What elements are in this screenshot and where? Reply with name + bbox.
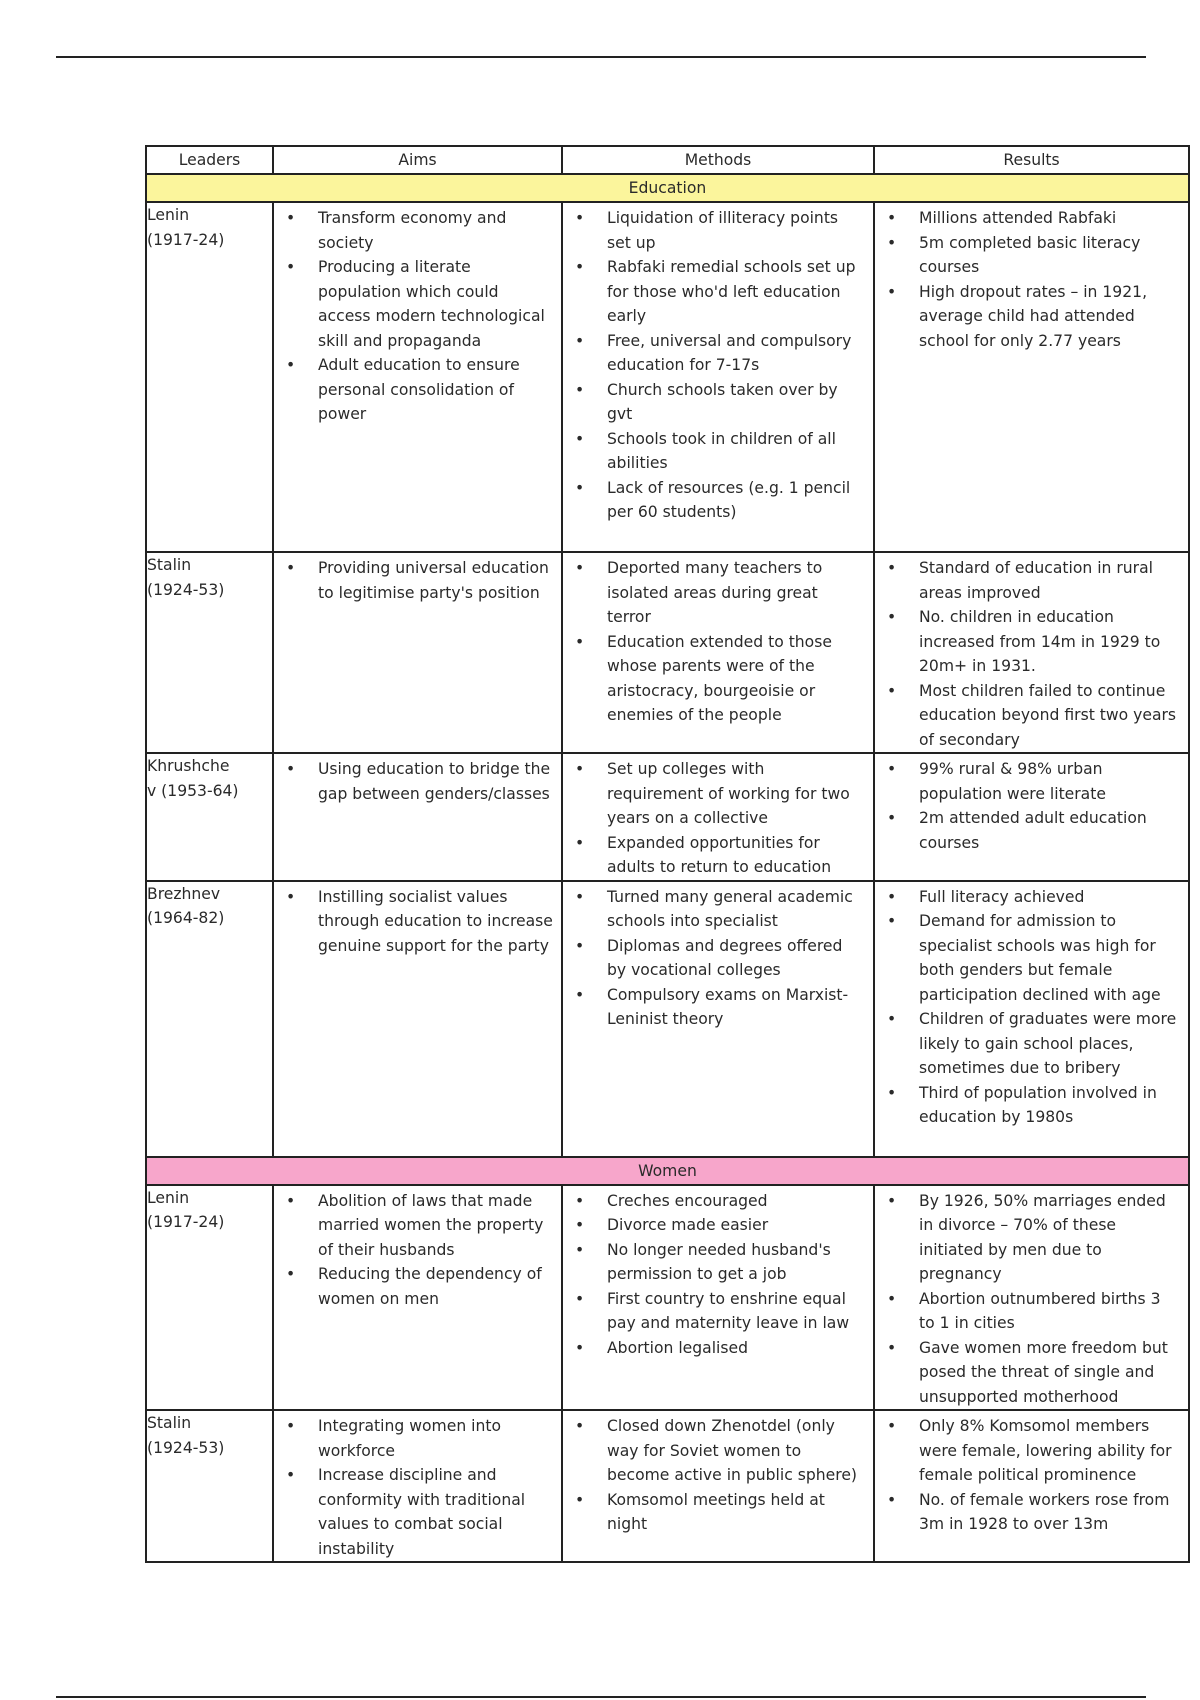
aims-text: Providing universal education to legitimise party's position — [318, 559, 549, 602]
list-item — [278, 255, 553, 353]
methods-list — [563, 1411, 873, 1537]
bullet-icon: • — [286, 760, 296, 778]
list-item — [567, 1213, 865, 1238]
header-aims: Aims — [273, 146, 562, 174]
list-item — [278, 206, 553, 255]
table-row — [146, 552, 1189, 753]
list-item — [879, 231, 1180, 280]
bullet-icon: • — [887, 1289, 897, 1308]
results-text: By 1926, 50% marriages ended in divorce – 70% of these initiated by men due to pregnancy — [919, 1191, 1166, 1283]
results-list — [875, 1186, 1188, 1410]
results-list — [875, 1411, 1188, 1537]
bullet-icon: • — [575, 1417, 585, 1435]
results-text: High dropout rates – in 1921, average child had attended school for only 2.77 years — [919, 282, 1148, 350]
section-row — [146, 1157, 1189, 1185]
list-item — [879, 1488, 1180, 1537]
bullet-icon: • — [286, 887, 296, 906]
aims-list — [274, 754, 561, 806]
bullet-icon: • — [575, 985, 585, 1004]
results-text: 2m attended adult education courses — [919, 809, 1147, 852]
list-item — [879, 1081, 1180, 1130]
methods-text: No longer needed husband's permission to get a job — [607, 1240, 831, 1283]
methods-text: Turned many general academic schools into specialist — [607, 887, 853, 930]
list-item — [879, 909, 1180, 1007]
bullet-icon: • — [575, 833, 585, 852]
results-text: Most children failed to continue education beyond first two years of secondary — [919, 681, 1177, 749]
bullet-icon: • — [887, 233, 897, 252]
methods-cell — [562, 552, 874, 753]
bullet-icon: • — [575, 760, 585, 778]
results-list — [875, 203, 1188, 353]
leader-cell: Stalin (1924-53) — [146, 1410, 273, 1562]
bullet-icon: • — [575, 632, 585, 651]
list-item — [567, 1414, 865, 1488]
list-item — [278, 757, 553, 806]
list-item — [879, 806, 1180, 855]
list-item — [278, 1414, 553, 1463]
leaders-table — [145, 145, 1190, 1563]
methods-text: Liquidation of illiteracy points set up — [607, 209, 839, 252]
methods-text: Lack of resources (e.g. 1 pencil per 60 students) — [607, 478, 851, 521]
bullet-icon: • — [887, 887, 897, 906]
bullet-icon: • — [286, 1265, 296, 1283]
list-item — [567, 427, 865, 476]
bullet-icon: • — [887, 760, 897, 778]
results-text: Millions attended Rabfaki — [919, 209, 1117, 227]
list-item — [567, 630, 865, 728]
aims-text: Adult education to ensure personal consolidation of power — [318, 356, 520, 423]
list-item — [879, 885, 1180, 910]
aims-text: Instilling socialist values through education to increase genuine support for the party — [318, 887, 553, 955]
bullet-icon: • — [286, 209, 296, 227]
methods-text: Komsomol meetings held at night — [607, 1490, 825, 1533]
table-row — [146, 881, 1189, 1157]
results-text: Standard of education in rural areas improved — [919, 559, 1153, 602]
bullet-icon: • — [887, 912, 897, 930]
results-text: Abortion outnumbered births 3 to 1 in cities — [919, 1289, 1161, 1332]
methods-cell — [562, 1410, 874, 1562]
aims-text: Reducing the dependency of women on men — [318, 1265, 542, 1308]
methods-text: Closed down Zhenotdel (only way for Soviet women to become active in public sphere) — [607, 1417, 857, 1484]
list-item — [567, 1238, 865, 1287]
aims-list — [274, 1186, 561, 1312]
bullet-icon: • — [887, 282, 897, 301]
table-row — [146, 1410, 1189, 1562]
methods-list — [563, 203, 873, 525]
bullet-icon: • — [887, 559, 897, 577]
list-item — [567, 206, 865, 255]
methods-text: Abortion legalised — [607, 1338, 749, 1357]
aims-list — [274, 203, 561, 427]
methods-text: Diplomas and degrees offered by vocational colleges — [607, 936, 843, 979]
results-cell — [874, 552, 1189, 753]
list-item — [567, 885, 865, 934]
list-item — [567, 476, 865, 525]
methods-text: Church schools taken over by gvt — [607, 380, 838, 423]
section-title: Women — [146, 1157, 1189, 1185]
bullet-icon: • — [575, 258, 585, 276]
bullet-icon: • — [286, 1417, 296, 1435]
bullet-icon: • — [575, 1216, 585, 1234]
aims-text: Producing a literate population which could access modern technological skill and propaganda — [318, 258, 545, 350]
section-title: Education — [146, 174, 1189, 202]
bullet-icon: • — [887, 608, 897, 626]
list-item — [879, 206, 1180, 231]
header-methods: Methods — [562, 146, 874, 174]
bullet-icon: • — [887, 1417, 897, 1435]
aims-text: Transform economy and society — [318, 209, 507, 252]
leader-cell: Khrushche v (1953-64) — [146, 753, 273, 881]
list-item — [567, 983, 865, 1032]
methods-list — [563, 1186, 873, 1361]
methods-text: Set up colleges with requirement of working for two years on a collective — [607, 760, 850, 827]
list-item — [567, 1287, 865, 1336]
list-item — [567, 1488, 865, 1537]
results-cell — [874, 753, 1189, 881]
results-list — [875, 882, 1188, 1130]
results-cell — [874, 881, 1189, 1157]
aims-cell — [273, 881, 562, 1157]
list-item — [567, 556, 865, 630]
results-text: Third of population involved in education by 1980s — [919, 1083, 1157, 1126]
methods-text: Divorce made easier — [607, 1216, 769, 1234]
section-row — [146, 174, 1189, 202]
footer-rule — [56, 1696, 1146, 1698]
list-item — [567, 1336, 865, 1361]
leader-cell: Lenin (1917-24) — [146, 202, 273, 552]
bullet-icon: • — [575, 887, 585, 906]
leader-cell: Brezhnev (1964-82) — [146, 881, 273, 1157]
list-item — [879, 1336, 1180, 1410]
aims-text: Increase discipline and conformity with traditional values to combat social instability — [318, 1466, 526, 1558]
list-item — [879, 280, 1180, 354]
methods-list — [563, 754, 873, 880]
bullet-icon: • — [575, 478, 585, 497]
bullet-icon: • — [575, 1338, 585, 1357]
list-item — [278, 556, 553, 605]
bullet-icon: • — [887, 209, 897, 227]
header-rule — [56, 56, 1146, 58]
list-item — [567, 329, 865, 378]
methods-text: Compulsory exams on Marxist-Leninist theory — [607, 985, 849, 1028]
results-text: No. children in education increased from 14m in 1929 to 20m+ in 1931. — [919, 608, 1161, 675]
list-item — [567, 934, 865, 983]
bullet-icon: • — [286, 1466, 296, 1484]
aims-cell — [273, 753, 562, 881]
list-item — [567, 831, 865, 880]
methods-text: Creches encouraged — [607, 1191, 768, 1210]
aims-list — [274, 882, 561, 959]
bullet-icon: • — [575, 1289, 585, 1308]
methods-cell — [562, 202, 874, 552]
results-list — [875, 553, 1188, 752]
methods-text: Schools took in children of all abilities — [607, 429, 836, 472]
methods-text: Rabfaki remedial schools set up for those who'd left education early — [607, 258, 856, 325]
bullet-icon: • — [575, 380, 585, 399]
bullet-icon: • — [887, 1083, 897, 1102]
methods-text: Deported many teachers to isolated areas during great terror — [607, 559, 823, 626]
results-text: Gave women more freedom but posed the threat of single and unsupported motherhood — [919, 1338, 1168, 1406]
results-cell — [874, 202, 1189, 552]
results-list — [875, 754, 1188, 855]
list-item — [278, 1189, 553, 1263]
list-item — [567, 255, 865, 329]
bullet-icon: • — [575, 1191, 585, 1210]
results-text: No. of female workers rose from 3m in 1928 to over 13m — [919, 1490, 1170, 1533]
aims-cell — [273, 202, 562, 552]
bullet-icon: • — [887, 1010, 897, 1028]
list-item — [879, 1007, 1180, 1081]
list-item — [879, 757, 1180, 806]
aims-text: Abolition of laws that made married women the property of their husbands — [318, 1191, 544, 1259]
methods-list — [563, 882, 873, 1032]
bullet-icon: • — [286, 356, 296, 374]
methods-text: Free, universal and compulsory education for 7-17s — [607, 331, 852, 374]
list-item — [879, 605, 1180, 679]
bullet-icon: • — [575, 429, 585, 448]
bullet-icon: • — [887, 1338, 897, 1357]
aims-list — [274, 553, 561, 605]
list-item — [278, 1463, 553, 1561]
list-item — [278, 1262, 553, 1311]
results-text: Children of graduates were more likely to gain school places, sometimes due to bribery — [919, 1010, 1177, 1077]
list-item — [567, 378, 865, 427]
methods-text: Education extended to those whose parents were of the aristocracy, bourgeoisie or enemies of the people — [607, 632, 832, 724]
results-text: 5m completed basic literacy courses — [919, 233, 1141, 276]
aims-text: Using education to bridge the gap between genders/classes — [318, 760, 551, 803]
results-text: Demand for admission to specialist schools was high for both genders but female participation declined with age — [919, 912, 1161, 1004]
table-row — [146, 1185, 1189, 1411]
bullet-icon: • — [887, 1191, 897, 1210]
bullet-icon: • — [887, 681, 897, 700]
list-item — [278, 885, 553, 959]
bullet-icon: • — [575, 209, 585, 227]
list-item — [567, 757, 865, 831]
methods-cell — [562, 753, 874, 881]
bullet-icon: • — [286, 1191, 296, 1210]
table-row — [146, 753, 1189, 881]
bullet-icon: • — [887, 809, 897, 827]
aims-cell — [273, 1185, 562, 1411]
aims-list — [274, 1411, 561, 1561]
results-cell — [874, 1410, 1189, 1562]
methods-cell — [562, 1185, 874, 1411]
list-item — [879, 679, 1180, 753]
results-cell — [874, 1185, 1189, 1411]
results-text: Only 8% Komsomol members were female, lowering ability for female political prominence — [919, 1417, 1172, 1484]
bullet-icon: • — [575, 1490, 585, 1509]
list-item — [879, 556, 1180, 605]
methods-text: Expanded opportunities for adults to return to education — [607, 833, 832, 876]
list-item — [879, 1414, 1180, 1488]
bullet-icon: • — [887, 1490, 897, 1509]
bullet-icon: • — [286, 559, 296, 577]
methods-list — [563, 553, 873, 728]
leader-cell: Stalin (1924-53) — [146, 552, 273, 753]
leader-cell: Lenin (1917-24) — [146, 1185, 273, 1411]
header-row — [146, 146, 1189, 174]
list-item — [879, 1189, 1180, 1287]
methods-cell — [562, 881, 874, 1157]
results-text: 99% rural & 98% urban population were literate — [919, 760, 1106, 803]
bullet-icon: • — [575, 559, 585, 577]
aims-cell — [273, 552, 562, 753]
aims-text: Integrating women into workforce — [318, 1417, 502, 1460]
bullet-icon: • — [575, 1240, 585, 1259]
header-results: Results — [874, 146, 1189, 174]
list-item — [278, 353, 553, 427]
results-text: Full literacy achieved — [919, 887, 1085, 906]
header-leaders: Leaders — [146, 146, 273, 174]
bullet-icon: • — [575, 936, 585, 955]
methods-text: First country to enshrine equal pay and maternity leave in law — [607, 1289, 850, 1332]
table-row — [146, 202, 1189, 552]
list-item — [879, 1287, 1180, 1336]
bullet-icon: • — [286, 258, 296, 276]
list-item — [567, 1189, 865, 1214]
bullet-icon: • — [575, 331, 585, 350]
aims-cell — [273, 1410, 562, 1562]
